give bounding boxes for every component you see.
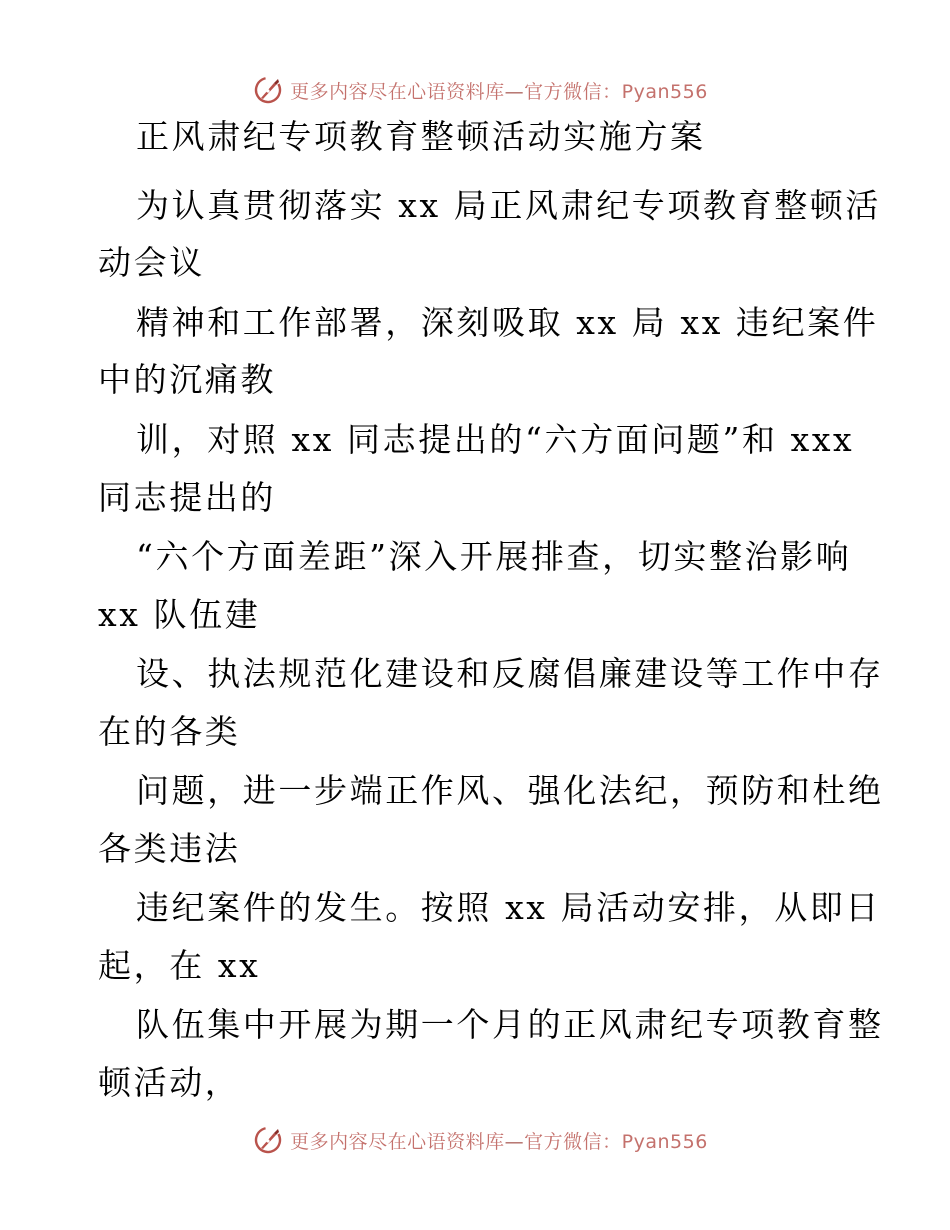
banner-wechat: 官方微信：Pyan556 [524, 1130, 708, 1153]
header-banner [0, 70, 950, 110]
paragraph-line: 训，对照 xx 同志提出的“六方面问题”和 xxx [136, 420, 855, 459]
paragraph-line: xx 队伍建 [98, 595, 261, 634]
paragraph-line: “六个方面差距”深入开展排查，切实整治影响 [136, 537, 852, 576]
quill-pen-logo-icon [252, 1124, 284, 1156]
paragraph-line: 问题，进一步端正作风、强化法纪，预防和杜绝 [136, 771, 884, 810]
banner-text [290, 1127, 708, 1154]
banner-text [290, 77, 708, 104]
quill-pen-logo-icon [252, 74, 284, 106]
paragraph-line: 设、执法规范化建设和反腐倡廉建设等工作中存 [136, 654, 884, 693]
paragraph-line: 顿活动， [98, 1063, 241, 1102]
banner-separator: — [504, 1130, 525, 1153]
paragraph-line: 各类违法 [98, 829, 241, 868]
paragraph-line: 精神和工作部署，深刻吸取 xx 局 xx 违纪案件 [136, 303, 879, 342]
banner-site-name: 更多内容尽在心语资料库 [290, 80, 505, 103]
banner-site-name: 更多内容尽在心语资料库 [290, 1130, 505, 1153]
paragraph-line: 同志提出的 [98, 478, 276, 517]
banner-wechat: 官方微信：Pyan556 [524, 80, 708, 103]
paragraph-line: 为认真贯彻落实 xx 局正风肃纪专项教育整顿活 [136, 186, 882, 225]
paragraph-line: 起，在 xx [98, 946, 261, 985]
banner-content [252, 74, 708, 106]
paragraph-line: 队伍集中开展为期一个月的正风肃纪专项教育整 [136, 1005, 884, 1044]
banner-separator: — [504, 80, 525, 103]
paragraph-line: 中的沉痛教 [98, 360, 276, 399]
footer-banner [0, 1120, 950, 1160]
banner-content [252, 1124, 708, 1156]
paragraph-line: 违纪案件的发生。按照 xx 局活动安排，从即日 [136, 888, 882, 927]
document-title: 正风肃纪专项教育整顿活动实施方案 [136, 117, 706, 156]
paragraph-line: 在的各类 [98, 712, 241, 751]
paragraph-line: 动会议 [98, 243, 205, 282]
